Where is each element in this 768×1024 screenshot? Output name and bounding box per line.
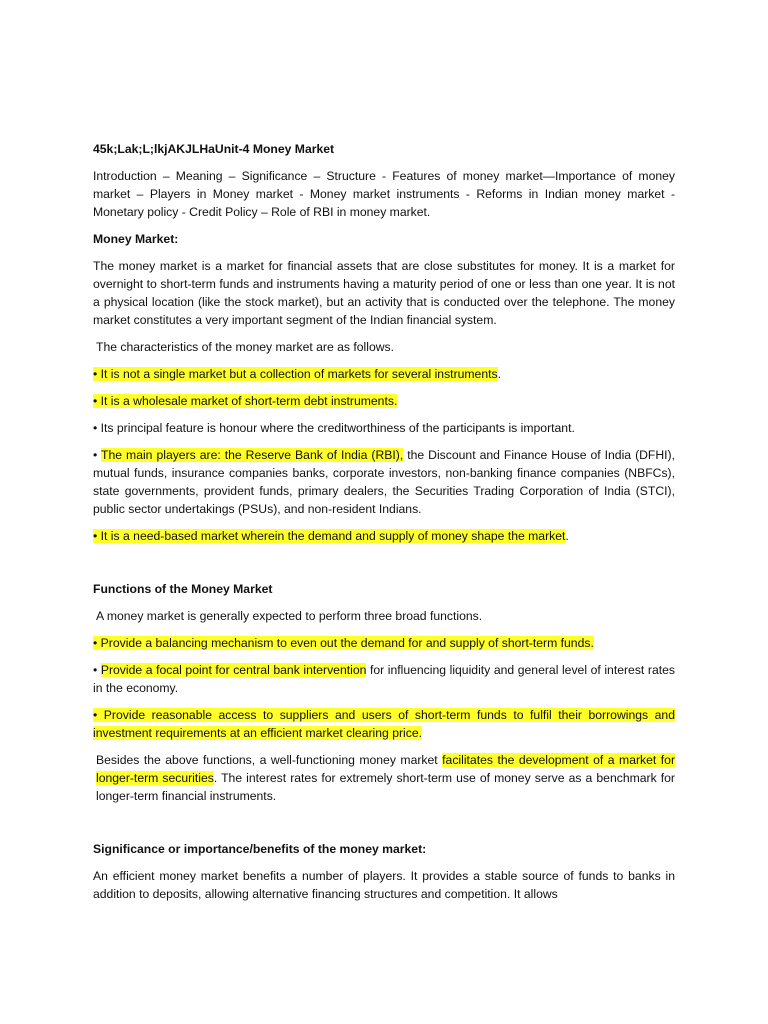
characteristic-1 [93, 365, 675, 383]
besides-pre: Besides the above functions, a well-functioning money market [96, 753, 443, 767]
characteristics-intro: The characteristics of the money market are as follows. [96, 340, 395, 354]
function-2-rest: for influencing liquidity and general level of interest rates in the economy. [93, 663, 675, 695]
money-market-paragraph: The money market is a market for financial assets that are close substitutes for money. It is a market for overnight to short-term funds and instruments having a maturity period of one or less than one year. It is not a physical location (like the stock market), but an activity that is conducted over the telephone. The money market constitutes a very important segment of the Indian financial system. [93, 259, 675, 327]
functions-heading: Functions of the Money Market [93, 582, 273, 596]
characteristic-5 [93, 527, 675, 545]
besides-highlight: facilitates the development of a market for longer-term securities [96, 753, 675, 785]
characteristic-5-highlight: • It is a need-based market wherein the demand and supply of money shape the market [93, 529, 566, 543]
document-page [93, 140, 675, 912]
function-2-highlight: Provide a focal point for central bank intervention [100, 663, 367, 677]
characteristic-1-rest: . [497, 367, 501, 381]
functions-intro: A money market is generally expected to perform three broad functions. [96, 609, 483, 623]
function-1-highlight: • Provide a balancing mechanism to even out the demand for and supply of short-term funds. [93, 636, 594, 650]
function-3-highlight: • Provide reasonable access to suppliers and users of short-term funds to fulfil their borrowings and investment requirements at an efficient market clearing price. [93, 708, 675, 740]
characteristic-4-rest: the Discount and Finance House of India (DFHI), mutual funds, insurance companies banks, corporate investors, non-banking finance companies (NBFCs), state governments, provident funds, primary dealers, the Securities Trading Corporation of India (STCI), public sector undertakings (PSUs), and non-resident Indians. [93, 448, 676, 516]
function-3 [93, 706, 675, 742]
significance-paragraph: An efficient money market benefits a number of players. It provides a stable source of funds to banks in addition to deposits, allowing alternative financing structures and competition. It allows [93, 869, 675, 901]
besides-paragraph [93, 751, 675, 805]
characteristic-2 [93, 392, 675, 410]
characteristic-4-highlight: The main players are: the Reserve Bank of India (RBI), [101, 448, 404, 462]
characteristic-1-highlight: • It is not a single market but a collection of markets for several instruments [93, 367, 498, 381]
besides-rest: . The interest rates for extremely short-term use of money serve as a benchmark for longer-term financial instruments. [96, 771, 675, 803]
significance-heading: Significance or importance/benefits of the money market: [93, 842, 427, 856]
function-2-bullet: • [93, 663, 101, 677]
function-2 [93, 661, 675, 697]
characteristic-2-highlight: • It is a wholesale market of short-term debt instruments. [93, 394, 398, 408]
characteristic-3: • Its principal feature is honour where the creditworthiness of the participants is important. [93, 421, 575, 435]
money-market-heading: Money Market: [93, 232, 179, 246]
characteristic-4-bullet: • [93, 448, 102, 462]
characteristic-4 [93, 446, 675, 518]
document-title: 45k;Lak;L;lkjAKJLHaUnit-4 Money Market [93, 142, 335, 156]
characteristic-5-rest: . [565, 529, 569, 543]
section-gap [93, 554, 675, 580]
section-gap-2 [93, 814, 675, 840]
function-1 [93, 634, 675, 652]
syllabus-paragraph: Introduction – Meaning – Significance – Structure - Features of money market—Importance of money market – Players in Money market - Money market instruments - Reforms in Indian money market - Monetary policy - Credit Policy – Role of RBI in money market. [93, 169, 675, 219]
